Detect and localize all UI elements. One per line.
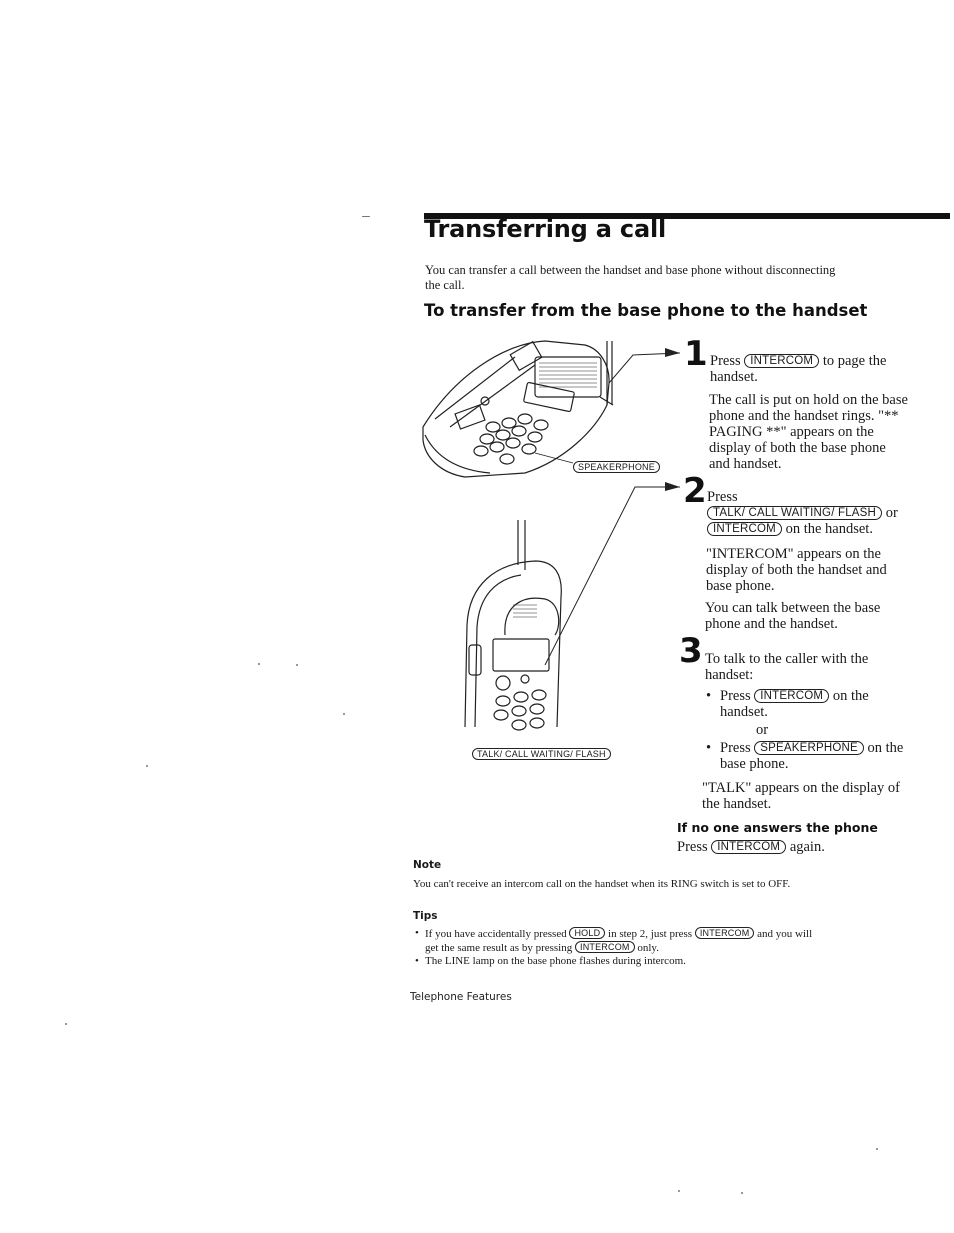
tip-1-text-a: If you have accidentally pressed	[425, 928, 567, 940]
figure-talk-label	[472, 745, 611, 763]
note-text: You can't receive an intercom call on the handset when its RING switch is set to OFF.	[413, 878, 791, 890]
no-answer-press: Press	[677, 839, 708, 855]
intercom-key: INTERCOM	[575, 941, 635, 953]
step-2-paragraph-1: "INTERCOM" appears on the display of both the handset and base phone.	[706, 546, 887, 594]
tip-1-text-b: in step 2, just press	[608, 928, 693, 940]
tips-list	[413, 927, 823, 968]
intercom-key: INTERCOM	[744, 354, 819, 368]
note-heading: Note	[413, 859, 442, 871]
step-3-option-2	[704, 740, 919, 772]
section-heading: To transfer from the base phone to the handset	[424, 301, 868, 320]
step-2-number: 2	[683, 471, 707, 511]
intercom-key: INTERCOM	[695, 927, 755, 939]
figure-speakerphone-label	[573, 458, 660, 476]
step-3-number: 3	[679, 631, 703, 671]
step-1-paragraph: The call is put on hold on the base phone and the handset rings. "** PAGING **" appears on the display of both the base phone and handset.	[709, 392, 908, 472]
speakerphone-key-label: SPEAKERPHONE	[573, 461, 660, 473]
step-1-instruction	[710, 353, 915, 385]
step-3-paragraph: "TALK" appears on the display of the handset.	[702, 780, 900, 812]
step-2-press: Press	[707, 489, 738, 505]
step-3-option-1	[704, 688, 919, 720]
intercom-key: INTERCOM	[707, 522, 782, 536]
tip-1	[413, 927, 823, 955]
step-3-or: or	[756, 722, 769, 738]
hold-key: HOLD	[569, 927, 605, 939]
speakerphone-key: SPEAKERPHONE	[754, 741, 864, 755]
step-3-intro: To talk to the caller with the handset:	[705, 651, 869, 683]
step-1-number: 1	[684, 334, 708, 374]
step-3-press: Press	[720, 688, 751, 704]
step-2-or: or	[885, 505, 898, 521]
step-3-after: on the handset.	[720, 688, 869, 720]
page-title: Transferring a call	[424, 215, 667, 243]
step-3-options	[704, 688, 919, 772]
no-answer-text	[677, 839, 877, 855]
intro-text: You can transfer a call between the handset and base phone without disconnecting the call.	[425, 263, 836, 292]
step-1-press: Press	[710, 353, 741, 369]
step-3-press: Press	[720, 740, 751, 756]
step-3-after: on the base phone.	[720, 740, 904, 772]
phone-illustration	[395, 335, 685, 765]
tips-heading: Tips	[413, 910, 438, 922]
no-answer-heading: If no one answers the phone	[677, 820, 878, 835]
page-footer: Telephone Features	[410, 991, 512, 1003]
no-answer-after: again.	[789, 839, 825, 855]
step-2-after: on the handset.	[785, 521, 873, 537]
talk-key-label: TALK/ CALL WAITING/ FLASH	[472, 748, 611, 760]
tip-2: • The LINE lamp on the base phone flashes during intercom.	[413, 955, 823, 968]
base-phone-drawing	[423, 341, 613, 477]
step-1-after: to page the handset.	[710, 353, 887, 385]
intercom-key: INTERCOM	[754, 689, 829, 703]
step-2-instruction	[707, 489, 922, 537]
intercom-key: INTERCOM	[711, 840, 786, 854]
handset-drawing	[465, 520, 561, 730]
step-2-paragraph-2: You can talk between the base phone and the handset.	[705, 600, 881, 632]
talk-flash-key: TALK/ CALL WAITING/ FLASH	[707, 506, 882, 520]
tip-1-text-d: only.	[637, 942, 659, 954]
tip-1-text-c: and you will get the same result as by pressing	[425, 928, 813, 954]
